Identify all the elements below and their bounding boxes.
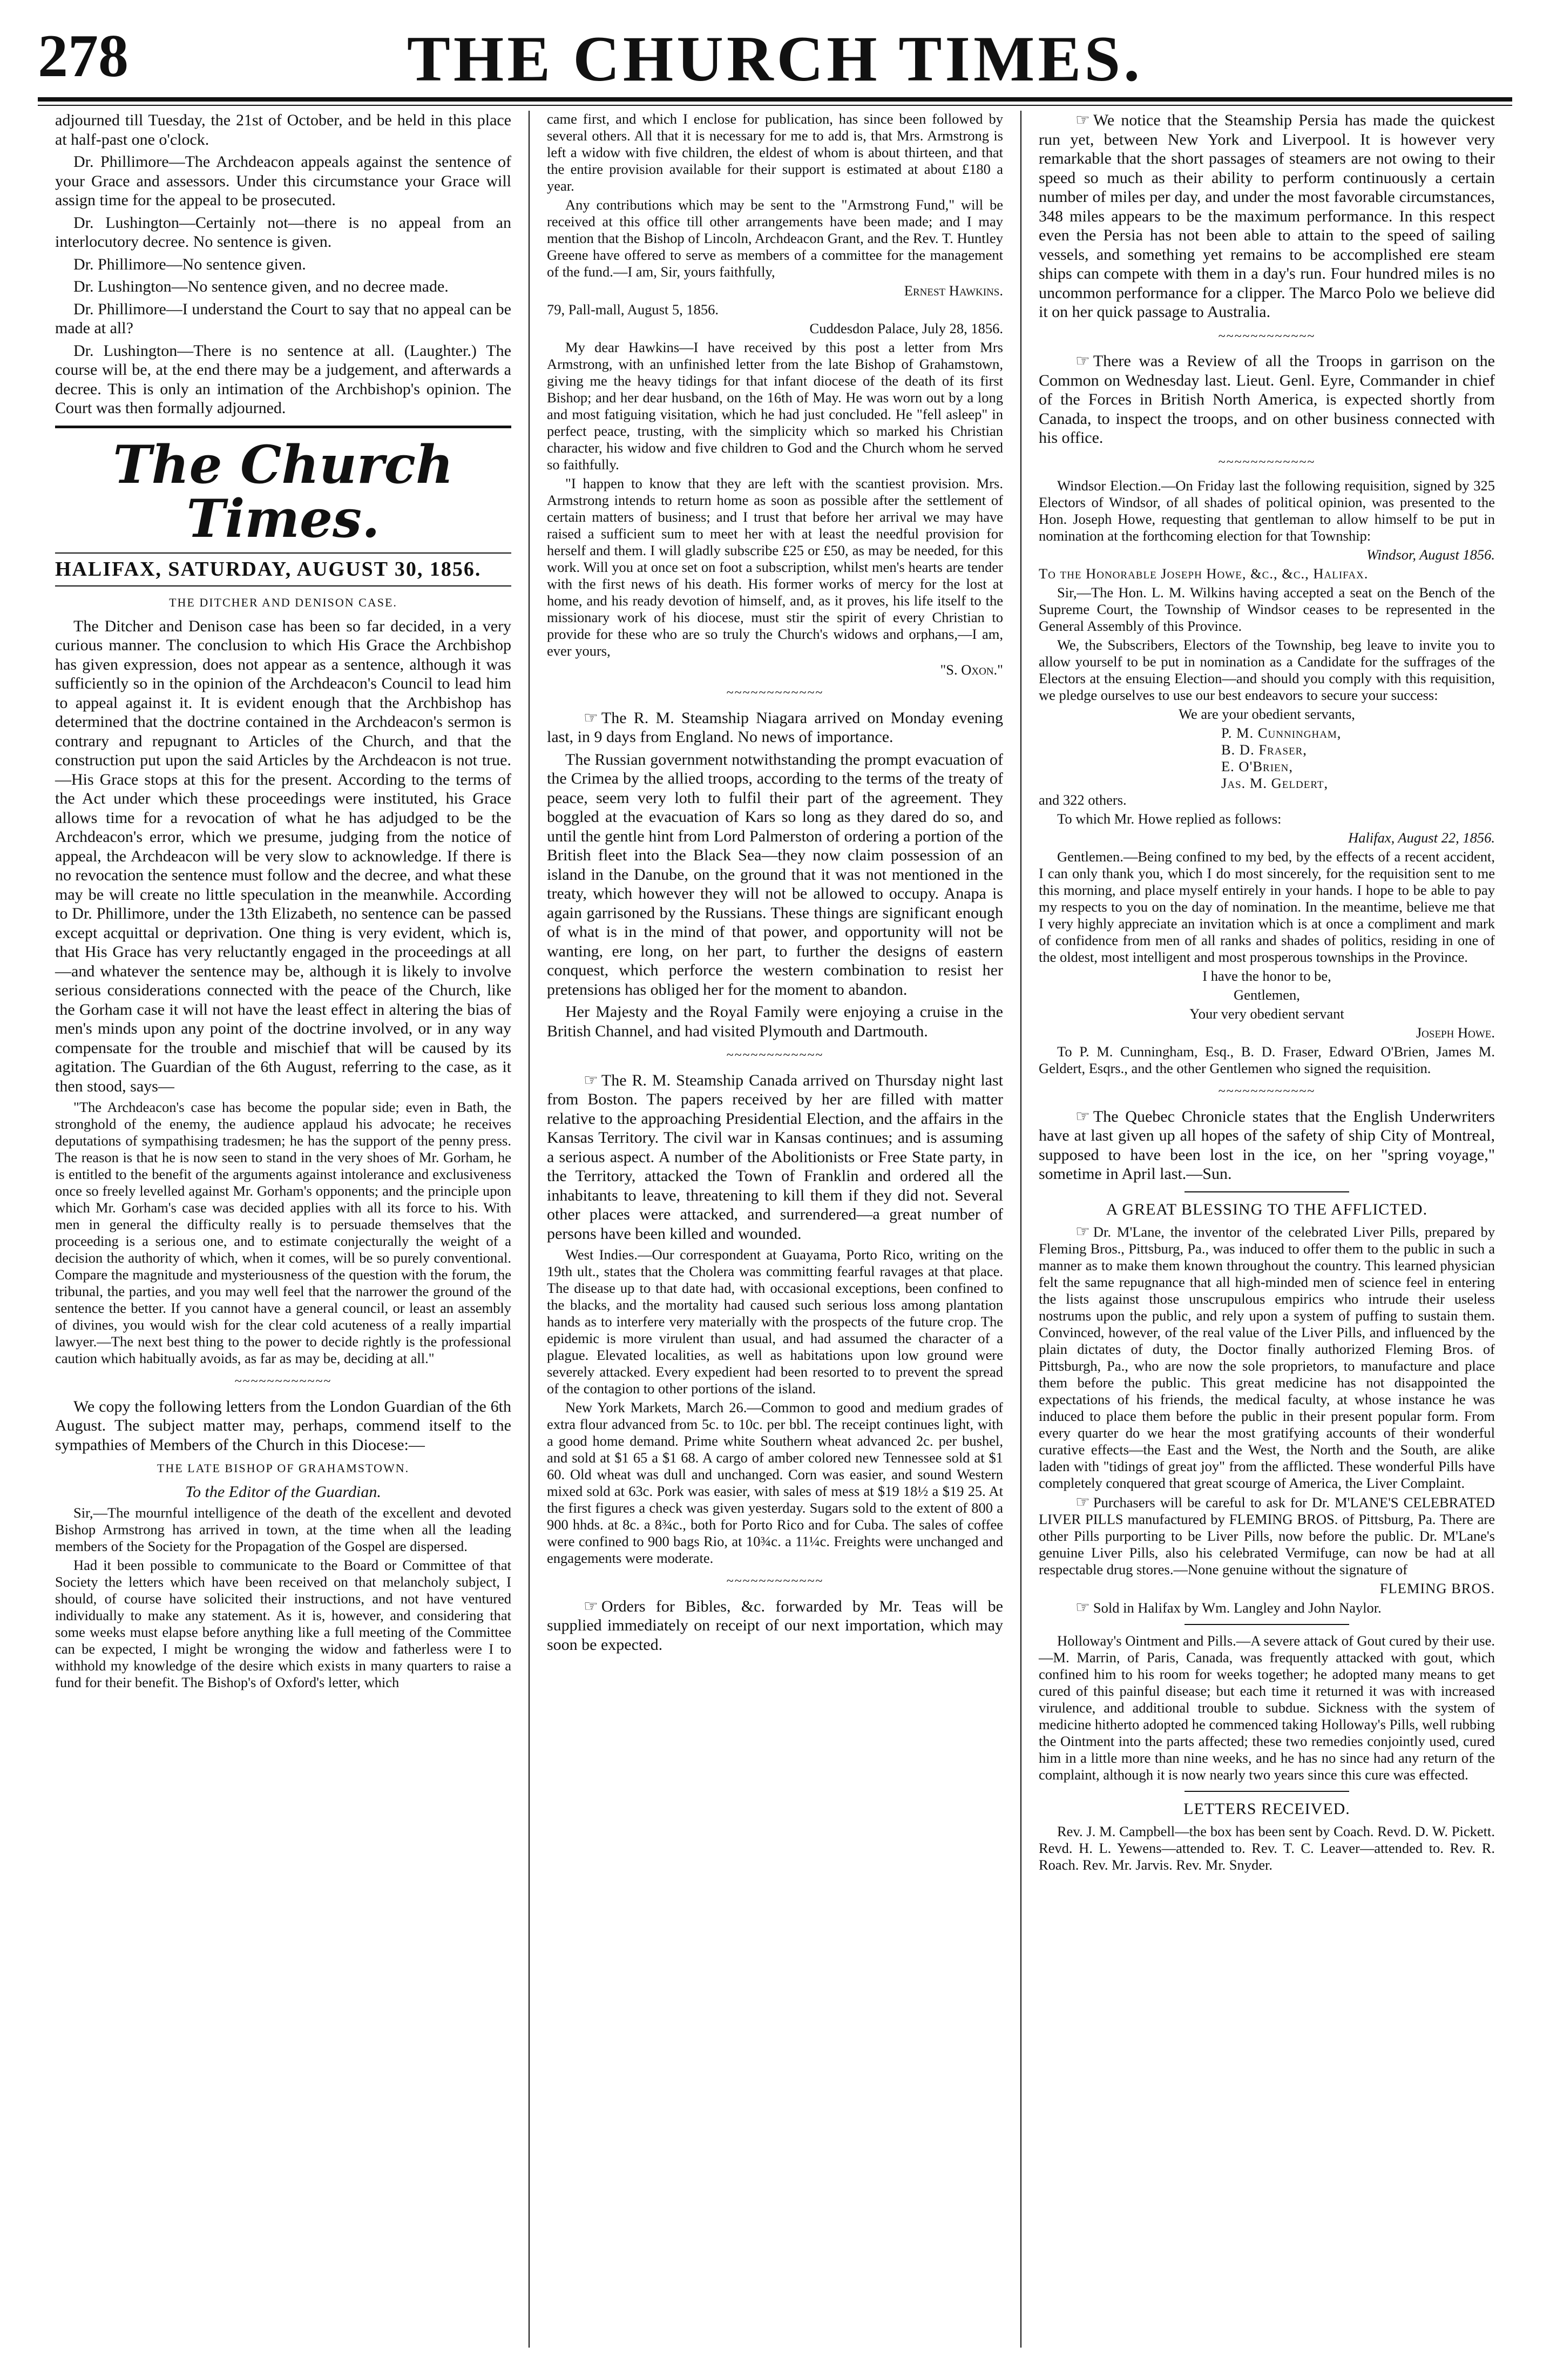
pointing-hand-icon: ☞	[584, 1597, 598, 1615]
paragraph	[547, 1071, 1003, 1244]
advert-heading: A GREAT BLESSING TO THE AFFLICTED.	[1106, 1200, 1428, 1218]
pointing-hand-icon: ☞	[1075, 1223, 1090, 1240]
paragraph	[1039, 1223, 1495, 1492]
pointing-hand-icon: ☞	[1075, 1493, 1090, 1511]
pointing-hand-icon: ☞	[584, 1071, 598, 1089]
paragraph: "I happen to know that they are left with the scantiest provision. Mrs. Armstrong intends to return home as soon as possible after the settlement of certain matters of business; and I trust that before her arrival we may have raised a sufficient sum to meet her with at least the needful provision for herself and them. I will gladly subscribe £25 or £50, as may be needed, for this work. Will you at once set on foot a subscription, whilst men's hearts are tender with the first news of his death. His former works of mercy for the lost at home, and his ready devotion of himself, and, as it proves, his life itself to the missionary work of his diocese, must stir the spirit of every Christian to provide for these who are so truly the Church's widows and orphans,—I am, ever yours,	[547, 475, 1003, 659]
letters-heading: LETTERS RECEIVED.	[1183, 1800, 1350, 1818]
windsor-election	[1039, 477, 1495, 1077]
advert-sold: Sold in Halifax by Wm. Langley and John Naylor.	[1093, 1600, 1382, 1616]
closing: Your very obedient servant	[1189, 1006, 1344, 1022]
paragraph	[1039, 1107, 1495, 1184]
paragraph: The Ditcher and Denison case has been so far decided, in a very curious manner. The conclusion to which His Grace the Archbishop has given expression, does not appear as a sentence, although it was sufficiently so in the opinion of the Archdeacon's Council to lead him to appeal against it. It is evident enough that the Archbishop has determined that the doctrine contained in the Archdeacon's sermon is contrary and repugnant to Articles of the Church, and that the construction put upon the said Articles by the Archdeacon is not true.—His Grace stops at this for the present. According to the terms of the Act under which these proceedings were instituted, his Grace allows time for a revocation of what he has adjudged to be the Archdeacon's error, which we presume, judging from the notice of appeal, the Archdeacon will be very slow to acknowledge. If there is no revocation the sentence must follow and the decree, and what these may be will create no little speculation in the meanwhile. According to Dr. Phillimore, under the 13th Elizabeth, no sentence can be passed except acquittal or deprivation. One thing is very evident, which is, that His Grace has very reluctantly engaged in the proceedings at all—and whatever the sentence may be, although it is likely to involve serious considerations connected with the peace of the Church, like the Gorham case it will not have the least effect in altering the bias of men's minds upon any point of the doctrine involved, or in any way compensate for the trouble and mischief that will be caused by its agitation. The Guardian of the 6th August, referring to the case, as it then stood, says—	[55, 617, 511, 1095]
news-review: There was a Review of all the Troops in garrison on the Common on Wednesday last. Lieut. Genl. Eyre, Commander in chief of the Forces in British North America, is expected shortly from Canada, to inspect the troops, and on other business connected with his office.	[1039, 352, 1495, 447]
paragraph: adjourned till Tuesday, the 21st of October, and be held in this place at half-past one o'clock.	[55, 111, 511, 149]
news-persia: We notice that the Steamship Persia has made the quickest run yet, between New York and Liverpool. It is however very remarkable that the short passages of steamers are not owing to their speed so much as their ability to perform continuously a certain number of miles per day, and under the most favorable circumstances, 348 miles appears to be the maximum performance. In this respect even the Persia has not been able to attain to the speed of sailing vessels, and something yet remains to be accomplished ere steam ships can compete with them in a day's run. Four hundred miles is no uncommon performance for a clipper. The Marco Polo we believe did it on her quick passage to Australia.	[1039, 111, 1495, 321]
paragraph: Sir,—The Hon. L. M. Wilkins having accepted a seat on the Bench of the Supreme Court, the Township of Windsor ceases to be represented in the General Assembly of this Province.	[1039, 584, 1495, 634]
paragraph: Sir,—The mournful intelligence of the death of the excellent and devoted Bishop Armstrong has arrived in town, at the time when all the leading members of the Society for the Propagation of the Gospel are dispersed.	[55, 1505, 511, 1554]
article-heading: THE DITCHER AND DENISON CASE.	[169, 596, 397, 609]
closing: I have the honor to be,	[1202, 968, 1331, 984]
letter-body	[55, 1505, 511, 1691]
divider: ~~~~~~~~~~~~	[726, 1574, 824, 1588]
header-rule	[38, 97, 1512, 102]
paragraph	[1039, 1494, 1495, 1578]
signature: Ernest Hawkins.	[904, 282, 1003, 299]
quote: "The Archdeacon's case has become the popular side; even in Bath, the stronghold of the enemy, the audience applaud his advocate; he receives deputations of sympathising tradesmen; he has the support of the penny press. The reason is that he is now seen to stand in the very shoes of Mr. Gorham, he is entitled to the benefit of the arguments against intolerance and exclusiveness once so freely levelled against Mr. Gorham's opponents; and the principle upon which Mr. Gorham's case was decided applies with all its force to his. With men in general the difficulty really is to persuade themselves that the proceeding is a serious one, and to estimate conjecturally the weight of a decision the authority of which, when it comes, will be so purely conventional. Compare the magnitude and mysteriousness of the question with the forum, the tribunal, the parties, and you may well feel that the narrower the ground of the sentence the better. If you cannot have a general council, or least an assembly of divines, you would wish for the clear cold acuteness of a really impartial lawyer.—The next best thing to the power to decide rightly is the professional caution which habitually avoids, as far as may be, deciding at all."	[55, 1099, 511, 1366]
paragraph	[1039, 352, 1495, 448]
signatory: E. O'Brien,	[1221, 758, 1293, 774]
address: 79, Pall-mall, August 5, 1856.	[547, 301, 719, 318]
letter-address: To the Editor of the Guardian.	[185, 1482, 381, 1501]
column-2	[529, 111, 1020, 2348]
notice-bibles: Orders for Bibles, &c. forwarded by Mr. Teas will be supplied immediately on receipt of our next importation, which may soon be expected.	[547, 1597, 1003, 1654]
news-canada: The R. M. Steamship Canada arrived on Thursday night last from Boston. The papers received by her are filled with matter relative to the approaching Presidential Election, and the affairs in the Kansas Territory. The civil war in Kansas continues; and is assuming a serious aspect. A number of the Abolitionists or Free State party, in the Territory, attacked the Town of Franklin and ordered all the inhabitants to leave, threatening to kill them if they did not. Several other places were attacked, and surrendered—a great number of persons have been killed and wounded.	[547, 1071, 1003, 1243]
others: and 322 others.	[1039, 792, 1127, 808]
paragraph: We copy the following letters from the London Guardian of the 6th August. The subject matter may, perhaps, commend itself to the sympathies of Members of the Church in this Diocese:—	[55, 1397, 511, 1454]
paragraph: Windsor Election.—On Friday last the following requisition, signed by 325 Electors of Windsor, of all shades of political opinion, was presented to the Hon. Joseph Howe, requesting that gentleman to allow himself to be put in nomination at the forthcoming election for that Township:	[1039, 477, 1495, 544]
running-title: THE CHURCH TIMES.	[407, 23, 1143, 95]
pointing-hand-icon: ☞	[1075, 1107, 1090, 1125]
divider: ~~~~~~~~~~~~	[1218, 1084, 1316, 1098]
divider-rule	[1185, 1191, 1349, 1192]
letters-received	[1039, 1823, 1495, 1873]
columns	[38, 111, 1512, 2348]
signature: Joseph Howe.	[1416, 1024, 1495, 1041]
masthead-rule-top	[55, 426, 511, 428]
divider: ~~~~~~~~~~~~	[726, 686, 824, 700]
paragraph: To P. M. Cunningham, Esq., B. D. Fraser, Edward O'Brien, James M. Geldert, Esqrs., and the other Gentlemen who signed the requisition.	[1039, 1043, 1495, 1076]
paragraph: Dr. Lushington—Certainly not—there is no appeal from an interlocutory decree. No sentence is given.	[55, 213, 511, 251]
news-quebec: The Quebec Chronicle states that the English Underwriters have at last given up all hopes of the safety of ship City of Montreal, supposed to have been lost in the ice, on her "spring voyage," sometime in April last.—Sun.	[1039, 1107, 1495, 1183]
closing: We are your obedient servants,	[1179, 706, 1355, 722]
pointing-hand-icon: ☞	[1075, 352, 1090, 370]
paragraph	[547, 1597, 1003, 1655]
paragraph: Rev. J. M. Campbell—the box has been sent by Coach. Revd. D. W. Pickett. Revd. H. L. Yewens—attended to. Rev. T. C. Leaver—attended to. Rev. R. Roach. Rev. Mr. Jarvis. Rev. Mr. Snyder.	[1039, 1823, 1495, 1873]
paragraph	[547, 709, 1003, 747]
paragraph: Dr. Phillimore—No sentence given.	[73, 255, 306, 273]
paragraph: Any contributions which may be sent to the "Armstrong Fund," will be received at this office till other arrangements have been made; and I may mention that the Bishop of Lincoln, Archdeacon Grant, and the Rev. T. Huntley Greene have offered to serve as members of a committee for the management of the fund.—I am, Sir, yours faithfully,	[547, 197, 1003, 280]
divider: ~~~~~~~~~~~~	[726, 1048, 824, 1062]
letter-heading: THE LATE BISHOP OF GRAHAMSTOWN.	[157, 1461, 410, 1475]
advert-text: Purchasers will be careful to ask for Dr. M'LANE'S CELEBRATED LIVER PILLS manufactured by FLEMING BROS. of Pittsburg, Pa. There are other Pills purporting to be Liver Pills, now before the public. Dr. M'Lane's genuine Liver Pills, also his celebrated Vermifuge, can now be had at all respectable drug stores.—None genuine without the signature of	[1039, 1494, 1495, 1577]
paragraph: To which Mr. Howe replied as follows:	[1057, 811, 1282, 827]
quote-block	[55, 1099, 511, 1367]
signatory: B. D. Fraser,	[1221, 741, 1307, 758]
dateline-rule	[55, 585, 511, 586]
pointing-hand-icon: ☞	[1075, 111, 1090, 129]
divider: ~~~~~~~~~~~~	[234, 1374, 332, 1388]
advert-liver-pills	[1039, 1223, 1495, 1783]
signature: "S. Oxon."	[940, 662, 1003, 678]
advert-signature: FLEMING BROS.	[1379, 1580, 1495, 1596]
paragraph: Had it been possible to communicate to the Board or Committee of that Society the letters which have been received on that melancholy subject, I should, of course have solicited their instructions, and not have ventured individually to make any statement. As it is, however, and considering that some weeks must elapse before anything like a full meeting of the Committee can be expected, I might be wronging the widow and fatherless were I to withhold my knowledge of the desire which exists in many quarters to raise a fund for their benefit. The Bishop's of Oxford's letter, which	[55, 1557, 511, 1690]
news-block	[547, 1246, 1003, 1567]
letter-continued	[547, 111, 1003, 678]
paragraph: Gentlemen.—Being confined to my bed, by the effects of a recent accident, I can only thank you, which I do most sincerely, for the requisition sent to me this morning, and place myself entirely in your hands. I hope to be able to pay my respects to you on the day of nomination. In the meantime, believe me that I very highly appreciate an invitation which is at once a compliment and mark of confidence from men of all ranks and shades of politics, residing in one of the oldest, most intelligent and most prosperous townships in the Province.	[1039, 848, 1495, 965]
masthead: The Church Times.	[113, 434, 454, 549]
addressee: To the Honorable Joseph Howe, &c., &c., Halifax.	[1039, 565, 1369, 582]
date-line: Halifax, August 22, 1856.	[1348, 830, 1495, 846]
news-niagara: The R. M. Steamship Niagara arrived on Monday evening last, in 9 days from England. No news of importance.	[547, 709, 1003, 746]
dateline: HALIFAX, SATURDAY, AUGUST 30, 1856.	[55, 557, 482, 581]
signatories	[1039, 725, 1495, 792]
paragraph: We, the Subscribers, Electors of the Township, beg leave to invite you to allow yourself to be put in nomination as a Candidate for the suffrages of the Electors at the ensuing Election—and should you comply with this requisition, we pledge ourselves to use our best endeavors to secure your success:	[1039, 637, 1495, 703]
pointing-hand-icon: ☞	[584, 709, 598, 727]
paragraph: Dr. Lushington—There is no sentence at all. (Laughter.) The course will be, at the end there may be a judgement, and afterwards a decree. This is only an intimation of the Archbishop's opinion. The Court was then formally adjourned.	[55, 341, 511, 417]
paragraph: Her Majesty and the Royal Family were enjoying a cruise in the British Channel, and had visited Plymouth and Dartmouth.	[547, 1003, 1003, 1040]
divider-rule	[1185, 1791, 1349, 1792]
divider-rule	[1185, 1624, 1349, 1625]
paragraph: The Russian government notwithstanding the prompt evacuation of the Crimea by the allied troops, according to the terms of the treaty of peace, seem very loth to fulfil their part of the agreement. They boggled at the evacuation of Kars so long as they dared do so, and until the gentle hint from Lord Palmerston of ordering a portion of the British fleet into the Black Sea—they now claim possession of an island in the Danube, on the ground that it was not mentioned in the treaty, which however they will not be allowed to occupy. Anapa is again garrisoned by the Russians. These things are significant enough of what is in the mind of that power, and opportunity will not be wanting, ere long, on her part, to further the designs of eastern conquest, which perforce the western combination to resist her pretensions has obliged her for the moment to abandon.	[547, 750, 1003, 999]
paragraph: New York Markets, March 26.—Common to good and medium grades of extra flour advanced from 5c. to 10c. per bbl. The receipt continues light, with a good home demand. Prime white Southern wheat advanced 2c. per bushel, and sold at $1 65 a $1 68. A cargo of amber colored new Tennessee sold at $1 60. Old wheat was dull and unchanged. Corn was easier, and sound Western mixed sold at 63c. Pork was easier, with sales of mess at $19 18½ a $19 25. At the first figures a check was given yesterday. Sugars sold to the extent of 800 a 900 hhds. at 8c. a 8¾c., both for Porto Rico and for Cuba. The sales of coffee were confined to 900 bags Rio, at 10¾c. a 11¼c. Freights were unchanged and engagements were moderate.	[547, 1399, 1003, 1566]
paragraph	[1039, 111, 1495, 322]
column-1	[38, 111, 529, 2348]
header-rule-thin	[38, 105, 1512, 106]
page-header	[38, 22, 1512, 97]
divider: ~~~~~~~~~~~~	[1218, 455, 1316, 469]
paragraph: Dr. Lushington—No sentence given, and no decree made.	[73, 278, 449, 295]
signatory: P. M. Cunningham,	[1221, 725, 1342, 741]
divider: ~~~~~~~~~~~~	[1218, 329, 1316, 343]
date-line: Windsor, August 1856.	[1366, 547, 1495, 563]
paragraph	[1039, 1599, 1495, 1616]
column-3	[1020, 111, 1512, 2348]
place-date: Cuddesdon Palace, July 28, 1856.	[809, 320, 1003, 336]
masthead-rule	[55, 552, 511, 554]
page-number: 278	[38, 23, 128, 90]
paragraph: came first, and which I enclose for publication, has since been followed by several others. All that it is necessary for me to add is, that Mrs. Armstrong is left a widow with five children, the eldest of whom is about thirteen, and that the entire provision available for their support is estimated at about £180 a year.	[547, 111, 1003, 194]
paragraph: My dear Hawkins—I have received by this post a letter from Mrs Armstrong, with an unfinished letter from the late Bishop of Grahamstown, giving me the heavy tidings for that infant diocese of the death of its first Bishop; and her dear husband, on the 16th of May. He was worn out by a long and most fatiguing visitation, which he had just concluded. He "fell asleep" in perfect peace, trusting, with the simplicity which so marked his Christian character, his widow and five children to God and the Church whom he served so faithfully.	[547, 339, 1003, 473]
closing: Gentlemen,	[1234, 987, 1300, 1003]
signatory: Jas. M. Geldert,	[1221, 775, 1329, 791]
paragraph: Dr. Phillimore—I understand the Court to say that no appeal can be made at all?	[55, 300, 511, 337]
paragraph: Dr. Phillimore—The Archdeacon appeals against the sentence of your Grace and assessors. Under this circumstance your Grace will assign time for the appeal to be prosecuted.	[55, 153, 511, 209]
pointing-hand-icon: ☞	[1075, 1599, 1090, 1616]
paragraph: Holloway's Ointment and Pills.—A severe attack of Gout cured by their use.—M. Marrin, of Paris, Canada, was frequently attacked with gout, which confined him to his room for weeks together; he adopted many means to get cured of this painful disease; but each time it returned it was with increased virulence, and additional trouble to subdue. Sickness with the system of medicine hitherto adopted he commenced taking Holloway's Pills, well rubbing the Ointment into the parts affected; these two remedies conjointly used, cured him in a little more than nine weeks, and he has no since had any return of the complaint, although it is now nearly two years since this cure was effected.	[1039, 1633, 1495, 1783]
paragraph: West Indies.—Our correspondent at Guayama, Porto Rico, writing on the 19th ult., states that the Cholera was committing fearful ravages at that place. The disease up to that date had, with occasional exceptions, been confined to the blacks, and the mortality had caused such serious loss among plantation hands as to interfere very materially with the prospects of the future crop. The epidemic is more virulent than usual, and had assumed the character of a plague. Elevated localities, as well as habitations upon low ground were severely attacked. Every expedient had been resorted to to prevent the spread of the contagion to other portions of the island.	[547, 1246, 1003, 1397]
advert-text: Dr. M'Lane, the inventor of the celebrated Liver Pills, prepared by Fleming Bros., Pittsburg, Pa., was induced to offer them to the public in such a manner as to make them known throughout the country. This learned physician felt the same repugnance that all high-minded men of science feel in entering the lists against those unscrupulous empirics who intrude their useless nostrums upon the public, and rely upon a system of puffing to sustain them. Convinced, however, of the real value of the Liver Pills, and influenced by the plain dictates of duty, the Doctor finally authorized Fleming Bros. of Pittsburgh, Pa., who are now the sole proprietors, to manufacture and place them before the public. This great medicine has not disappointed the expectations of his friends, the medical faculty, at whose instance he was induced to place them before the public in their present popular form. From every quarter do we hear the most gratifying accounts of their wonderful curative effects—the East and the West, the North and the South, are alike laden with "tidings of great joy" from the afflicted. These wonderful Pills have completely conquered that great scourge of America, the Liver Complaint.	[1039, 1224, 1495, 1491]
